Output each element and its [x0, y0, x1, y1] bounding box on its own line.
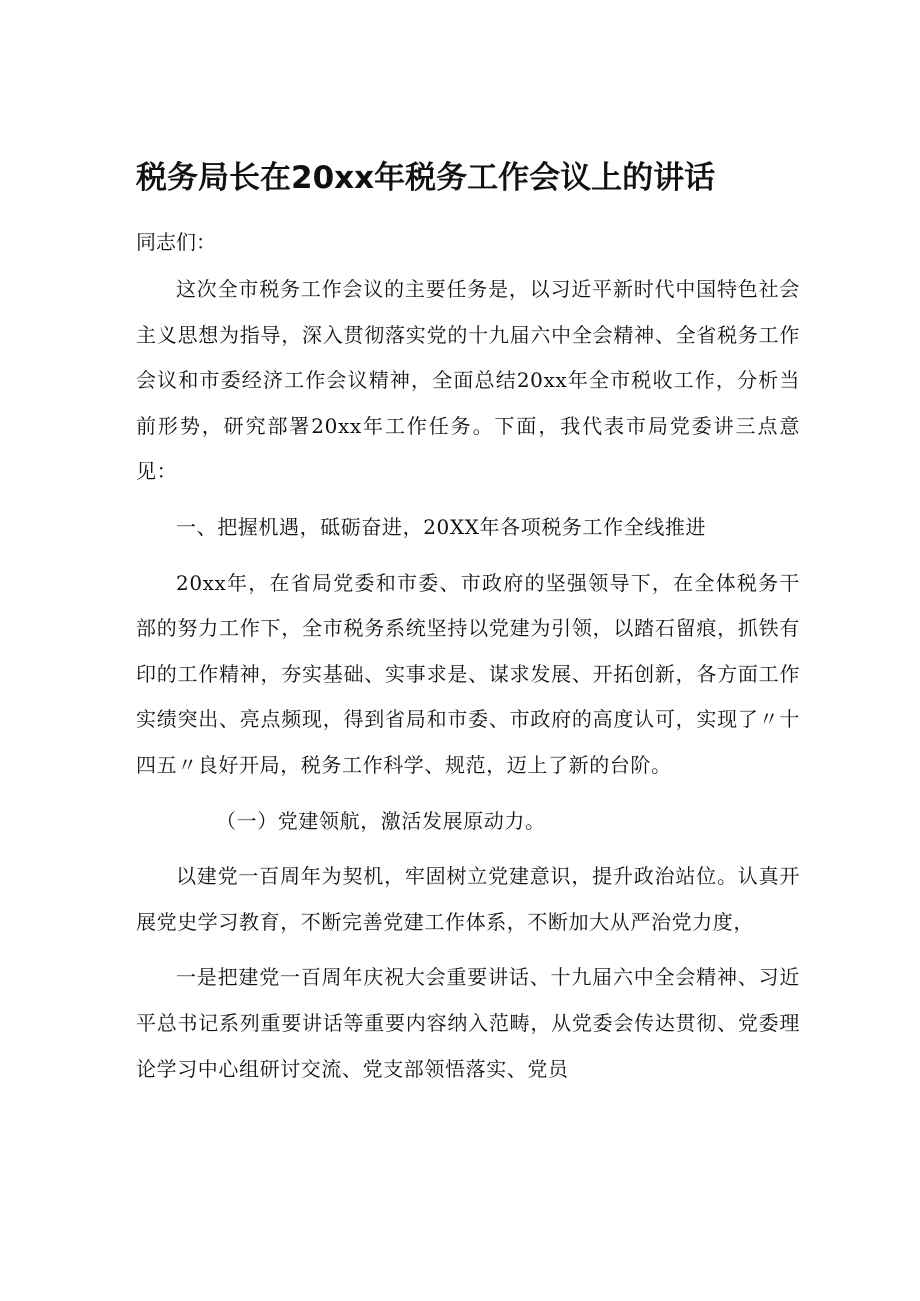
section-heading-1: 一、把握机遇，砥砺奋进，20XX年各项税务工作全线推进 — [176, 514, 707, 539]
section-1-paragraph: 20xx年，在省局党委和市委、市政府的坚强领导下，在全体税务干部的努力工作下，全市税务系统坚持以党建为引领，以踏石留痕，抓铁有印的工作精神，夯实基础、实事求是、谋求发展、开拓创新，各方面工作实绩突出、亮点频现，得到省局和市委、市政府的高度认可，实现了〃十四五〃良好开局，税务工作科学、规范，迈上了新的台阶。 — [136, 570, 800, 777]
salutation: 同志们： — [136, 230, 216, 254]
document-body — [136, 267, 800, 1092]
subsection-heading-1: （一）党建领航，激活发展原动力。 — [216, 808, 546, 833]
intro-paragraph: 这次全市税务工作会议的主要任务是，以习近平新时代中国特色社会主义思想为指导，深入贯彻落实党的十九届六中全会精神、全省税务工作会议和市委经济工作会议精神，全面总结20xx年全市税收工作，分析当前形势，研究部署20xx年工作任务。下面，我代表市局党委讲三点意见： — [136, 277, 800, 484]
subsection-1-paragraph: 以建党一百周年为契机，牢固树立党建意识，提升政治站位。认真开展党史学习教育，不断完善党建工作体系，不断加大从严治党力度， — [136, 864, 800, 934]
document-title: 税务局长在20xx年税务工作会议上的讲话 — [136, 160, 716, 196]
point-one-paragraph: 一是把建党一百周年庆祝大会重要讲话、十九届六中全会精神、习近平总书记系列重要讲话等重要内容纳入范畴，从党委会传达贯彻、党委理论学习中心组研讨交流、党支部领悟落实、党员 — [136, 965, 800, 1081]
